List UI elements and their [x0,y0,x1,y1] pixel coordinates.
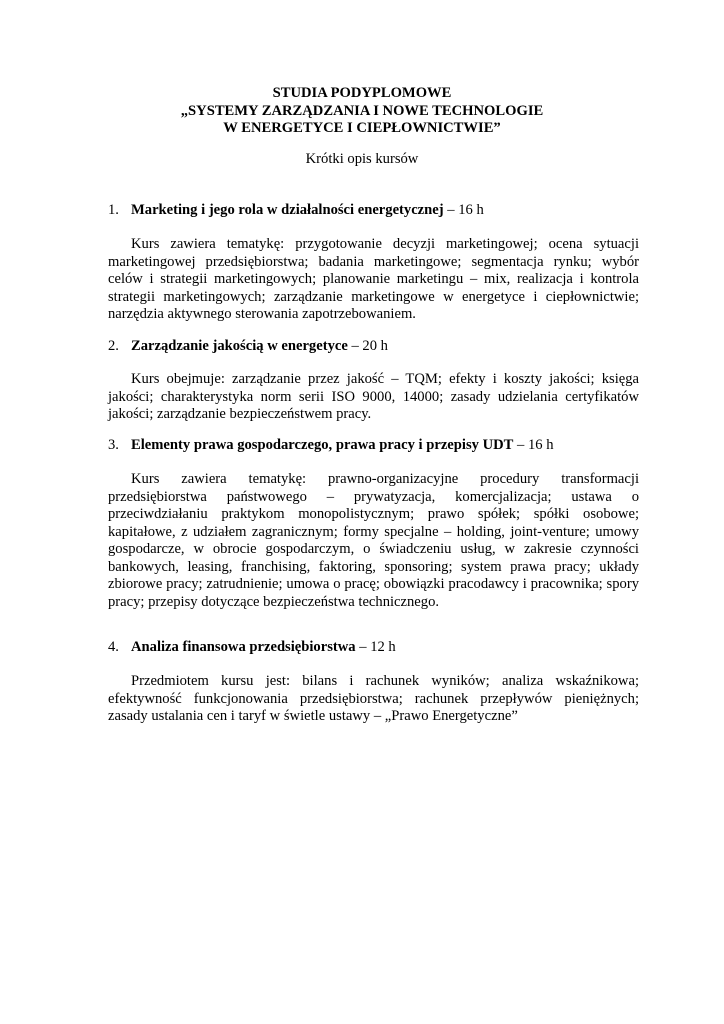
course-number: 3. [108,437,119,453]
document-header [0,85,724,138]
course-description-4: Przedmiotem kursu jest: bilans i rachunek wyników; analiza wskaźnikowa; efektywność funkcjonowania przedsiębiorstwa; rachunek przepływów pieniężnych; zasady ustalania cen i taryf w świetle ustawy – „Prawo Energetyczne” [108,673,639,724]
course-heading-1 [108,202,638,220]
header-line-3: W ENERGETYCE I CIEPŁOWNICTWIE” [223,120,501,136]
course-hours: – 16 h [443,202,484,218]
header-line-2: „SYSTEMY ZARZĄDZANIA I NOWE TECHNOLOGIE [180,102,544,119]
course-hours: – 20 h [347,338,388,354]
course-heading-4 [108,639,638,657]
course-description-3: Kurs zawiera tematykę: prawno-organizacyjne procedury transformacji przedsiębiorstwa państwowego – prywatyzacja, komercjalizacja; ustawa o przeciwdziałaniu praktykom monopolistycznym; prawo spółek; spółki osobowe; kapitałowe, z udziałem zagranicznym; formy specjalne – holding, joint-venture; umowy gospodarcze, w obrocie gospodarczym, o świadczeniu usług, w zakresie czynności bankowych, leasing, franchising, faktoring, sponsoring; system prawa pracy; układy zbiorowe pracy; zatrudnienie; umowa o pracę; obowiązki pracodawcy i pracownika; spory pracy; przepisy dotyczące bezpieczeństwa technicznego. [108,471,639,610]
course-description-1: Kurs zawiera tematykę: przygotowanie decyzji marketingowej; ocena sytuacji marketingowej przedsiębiorstwa; badania marketingowe; segmentacja rynku; wybór celów i strategii marketingowych; planowanie marketingu – mix, realizacja i kontrola strategii marketingowych; zarządzanie marketingowe w energetyce i ciepłownictwie; narzędzia aktywnego sterowania zapotrzebowaniem. [108,236,639,322]
course-title: Zarządzanie jakością w energetyce [131,338,348,354]
document-subtitle: Krótki opis kursów [305,151,419,167]
course-number: 4. [108,639,119,655]
course-number: 2. [108,338,119,354]
course-hours: – 16 h [513,437,554,453]
course-heading-3 [108,437,638,455]
course-hours: – 12 h [355,639,396,655]
header-line-1: STUDIA PODYPLOMOWE [272,85,452,101]
course-title: Analiza finansowa przedsiębiorstwa [131,639,356,655]
course-number: 1. [108,202,119,218]
course-title: Marketing i jego rola w działalności energetycznej [131,202,444,218]
course-heading-2 [108,338,638,356]
course-title: Elementy prawa gospodarczego, prawa pracy i przepisy UDT [131,437,514,453]
course-description-2: Kurs obejmuje: zarządzanie przez jakość – TQM; efekty i koszty jakości; księga jakości; charakterystyka norm serii ISO 9000, 14000; zasady udzielania certyfikatów jakości; zarządzanie bezpieczeństwem pracy. [108,371,639,422]
